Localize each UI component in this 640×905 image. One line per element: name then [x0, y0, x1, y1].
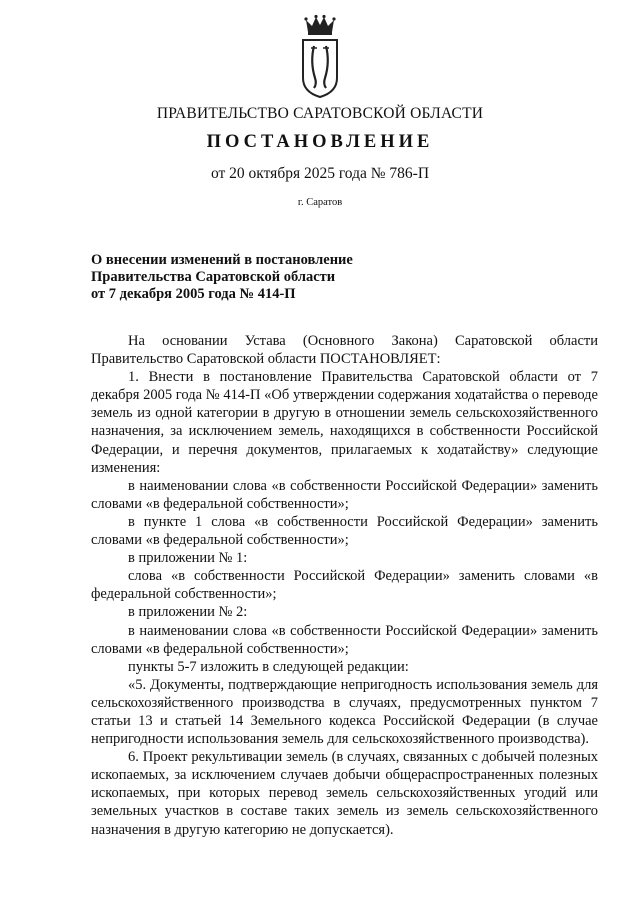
- paragraph-point-5: «5. Документы, подтверждающие непригодность использования земель для сельскохозяйственного производства в случаях, предусмотренных пунктом 7 статьи 13 и статьей 14 Земельного кодекса Российской Федерации (в случае непригодности использования земель для сельскохозяйственного производства).: [91, 676, 598, 748]
- paragraph-preamble: На основании Устава (Основного Закона) Саратовской области Правительство Саратовской области ПОСТАНОВЛЯЕТ:: [91, 333, 598, 368]
- paragraph-change-point-1: в пункте 1 слова «в собственности Российской Федерации» заменить словами «в федеральной собственности»;: [91, 513, 598, 549]
- paragraph-points-5-7: пункты 5-7 изложить в следующей редакции:: [128, 658, 409, 675]
- subject-line-1: О внесении изменений в постановление: [91, 252, 353, 268]
- document-type: ПОСТАНОВЛЕНИЕ: [206, 132, 434, 152]
- date-and-number: от 20 октября 2025 года № 786-П: [210, 165, 430, 182]
- subject-line-3: от 7 декабря 2005 года № 414-П: [91, 286, 296, 302]
- document-subject: [91, 252, 451, 303]
- coat-of-arms-icon: [300, 14, 340, 98]
- paragraph-appendix-1: в приложении № 1:: [128, 550, 248, 567]
- paragraph-appendix-2: в приложении № 2:: [128, 604, 248, 621]
- paragraph-appendix-1-change: слова «в собственности Российской Федерации» заменить словами «в федеральной собственности»;: [91, 568, 598, 603]
- authority-name: ПРАВИТЕЛЬСТВО САРАТОВСКОЙ ОБЛАСТИ: [156, 105, 484, 122]
- paragraph-change-title: в наименовании слова «в собственности Российской Федерации» заменить словами «в федеральной собственности»;: [91, 477, 598, 512]
- paragraph-item-1: 1. Внести в постановление Правительства Саратовской области от 7 декабря 2005 года № 414-П «Об утверждении содержания ходатайства о переводе земель из одной категории в другую в отношении земель сельскохозяйственного назначения, за исключением земель, находящихся в собственности Российской Федерации, и перечня документов, прилагаемых к ходатайству» следующие изменения:: [91, 369, 598, 476]
- subject-line-2: Правительства Саратовской области: [91, 269, 336, 285]
- paragraph-appendix-2-change: в наименовании слова «в собственности Российской Федерации» заменить словами «в федеральной собственности»;: [91, 622, 598, 657]
- paragraph-point-6: 6. Проект рекультивации земель (в случаях, связанных с добычей полезных ископаемых, за исключением случаев добычи общераспространенных полезных ископаемых, при которых перевод земель сельскохозяйственных угодий или земельных участков в составе таких земель из земель сельскохозяйственного назначения в другую категорию не допускается).: [91, 749, 598, 838]
- city: г. Саратов: [297, 197, 343, 208]
- document-body: [91, 332, 598, 839]
